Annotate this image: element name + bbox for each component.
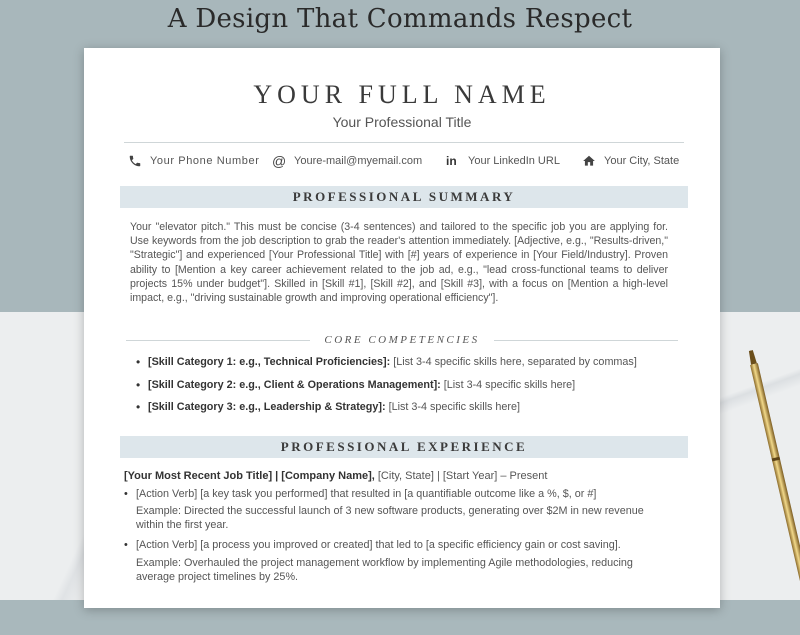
- competencies-heading: CORE COMPETENCIES: [324, 334, 480, 346]
- phone-icon: [128, 154, 142, 168]
- job-meta: [City, State] | [Start Year] – Present: [374, 470, 548, 482]
- summary-text: Your "elevator pitch." This must be concise (3-4 sentences) and tailored to the specific job you are applying for. Use keywords from the job description to grab the reader's attention immediately. [Adjective, e.g., "Results-driven," "Strategic"] and experienced [Your Professional Title] with [#] years of experience in [Your Field/Industry]. Proven ability to [Mention a key career achievement related to the job ad, e.g., "lead cross-functional teams to deliver projects 15% under budget"]. Skilled in [Skill #1], [Skill #2], and [Skill #3], with a focus on [Mention a high-level impact, e.g., "driving sustainable growth and improving operational efficiency"].: [130, 221, 668, 305]
- at-icon: @: [272, 153, 287, 169]
- divider-left: [126, 340, 310, 341]
- linkedin-text: Your LinkedIn URL: [468, 155, 560, 167]
- list-item: [134, 378, 694, 401]
- job-title-line: [124, 470, 547, 482]
- list-item: [134, 400, 694, 423]
- contact-phone: [128, 154, 259, 168]
- resume-name: YOUR FULL NAME: [253, 80, 551, 109]
- skill-category: [Skill Category 1: e.g., Technical Proficiencies]:: [148, 356, 391, 368]
- contact-email: [272, 154, 422, 168]
- contact-location: [582, 154, 679, 168]
- linkedin-icon: in: [446, 154, 457, 168]
- job-title-company: [Your Most Recent Job Title] | [Company Name],: [124, 470, 375, 482]
- job-bullet: • [Action Verb] [a key task you performed] that resulted in [a quantifiable outcome like a %, $, or #]: [124, 488, 696, 500]
- phone-text: Your Phone Number: [150, 155, 260, 167]
- job-bullet: • [Action Verb] [a process you improved or created] that led to [a specific efficiency gain or cost saving].: [124, 539, 696, 551]
- job-example: Example: Directed the successful launch of 3 new software products, generating over $2M in new revenue within the first year.: [136, 505, 644, 531]
- professional-title: Your Professional Title: [332, 114, 472, 130]
- email-text: Youre-mail@myemail.com: [294, 155, 423, 167]
- home-icon: [582, 154, 596, 168]
- resume-page: [84, 48, 720, 608]
- headline: A Design That Commands Respect: [167, 4, 633, 34]
- list-item: [134, 355, 694, 378]
- competencies-list: [134, 355, 694, 423]
- skill-category: [Skill Category 3: e.g., Leadership & Strategy]:: [148, 401, 386, 413]
- summary-heading: PROFESSIONAL SUMMARY: [120, 186, 688, 208]
- skill-detail: [List 3-4 specific skills here]: [440, 378, 576, 391]
- location-text: Your City, State: [604, 155, 680, 167]
- header-divider: [124, 142, 684, 143]
- competencies-heading-row: [126, 334, 678, 346]
- skill-detail: [List 3-4 specific skills here, separated by commas]: [390, 356, 637, 368]
- job-example: Example: Overhauled the project management workflow by implementing Agile methodologies, reducing average project timelines by 25%.: [136, 557, 633, 583]
- skill-category: [Skill Category 2: e.g., Client & Operations Management]:: [148, 378, 441, 391]
- contact-linkedin: [446, 154, 560, 168]
- skill-detail: [List 3-4 specific skills here]: [385, 401, 521, 413]
- divider-right: [494, 340, 678, 341]
- experience-heading: PROFESSIONAL EXPERIENCE: [120, 436, 688, 458]
